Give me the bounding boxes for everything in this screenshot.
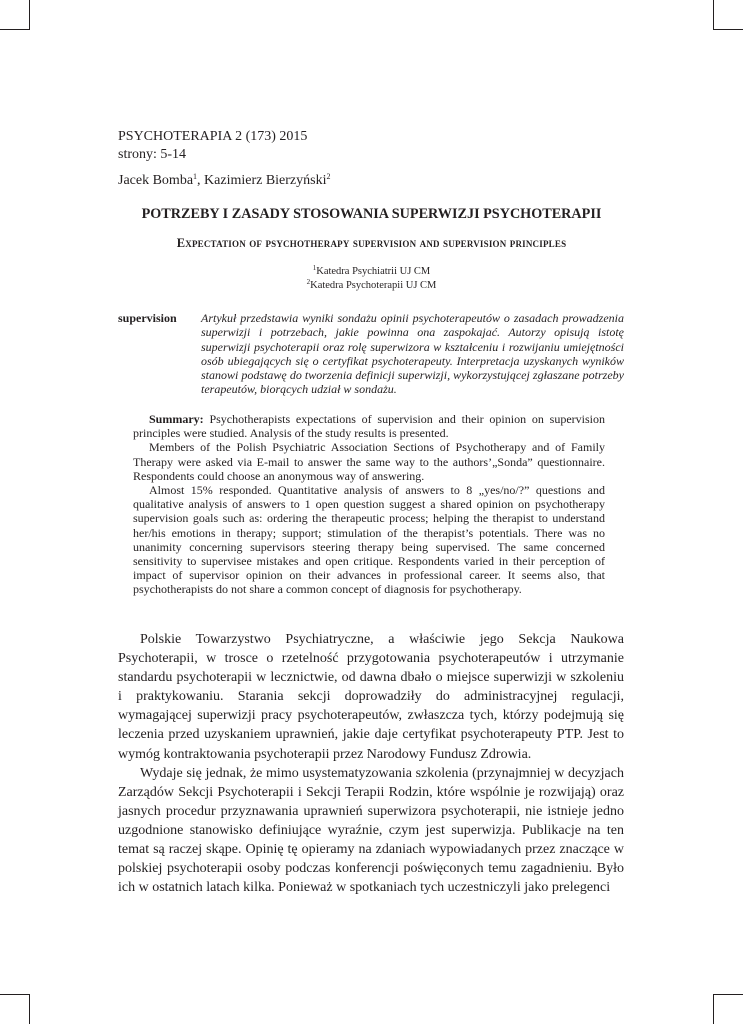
- author-name: Kazimierz Bierzyński: [204, 173, 327, 188]
- page-range: strony: 5-14: [118, 147, 187, 162]
- crop-mark-top-right-h: [713, 29, 743, 30]
- abstract-polish: Artykuł przedstawia wyniki sondażu opinii psychoterapeutów o zasadach prowadzenia superwizji i potrzebach, jakie powinna ona zaspokajać. Autorzy opisują istotę superwizji psychoterapii oraz rolę superwizora w kształceniu i rozwijaniu umiejętności osób ubiegających się o certyfikat psychoterapeuty. Interpretacja uzyskanych wyników stanowi podstawę do tworzenia definicji superwizji, wykorzystującej zgłaszane potrzeby terapeutów, biorących udział w sondażu.: [201, 311, 624, 397]
- affiliation: [0, 264, 743, 277]
- author-name: Jacek Bomba: [118, 173, 194, 188]
- author-separator: ,: [197, 173, 205, 188]
- summary-paragraph: Members of the Polish Psychiatric Association Sections of Psychotherapy and of Family Therapy were asked via E-mail to answer the same way to the authors’„Sonda” questionnaire. Respondents could choose an anonymous way of answering.: [133, 440, 605, 483]
- journal-header: [118, 128, 307, 164]
- summary-text: Psychotherapists expectations of supervision and their opinion on supervision principles were studied. Analysis of the study results is presented.: [133, 412, 605, 441]
- affiliation: [0, 278, 743, 291]
- crop-mark-bottom-left: [29, 994, 30, 1024]
- summary-label: Summary:: [149, 412, 204, 426]
- summary-paragraph: [133, 412, 605, 440]
- summary-abstract: [133, 412, 605, 597]
- article-subtitle: Expectation of psychotherapy supervision and supervision principles: [176, 236, 567, 250]
- author-affiliation-ref: 2: [326, 172, 331, 181]
- body-paragraph: Wydaje się jednak, że mimo usystematyzowania szkolenia (przynajmniej w decyzjach Zarządów Sekcji Psychoterapii i Sekcji Terapii Rodzin, które wspólnie je rozwijają) oraz jasnych procedur przyznawania uprawnień superwizora psychoterapii, nie istnieje jedno uzgodnione stanowisko definiujące wyraźnie, czym jest superwizja. Publikacje na ten temat są raczej skąpe. Opinię tę opieramy na zdaniach wypowiadanych przez znaczące w polskiej psychoterapii osoby podczas konferencji poświęconych temu zagadnieniu. Było ich w ostatnich latach kilka. Ponieważ w spotkaniach tych uczestniczyli jako prelegenci: [118, 765, 624, 896]
- affiliation-number: 2: [306, 278, 311, 286]
- article-title: POTRZEBY I ZASADY STOSOWANIA SUPERWIZJI PSYCHOTERAPII: [141, 206, 602, 222]
- journal-title: PSYCHOTERAPIA 2 (173) 2015: [118, 129, 308, 144]
- summary-paragraph: Almost 15% responded. Quantitative analysis of answers to 8 „yes/no/?” questions and qualitative analysis of answers to 1 open question suggest a shared opinion on psychotherapy supervision goals such as: ordering the therapeutic process; helping the therapist to understand her/his emotions in therapy; support; stimulation of the therapist’s potentials. There was no unanimity concerning supervisors steering therapy being supervised. The same concerned sensitivity to supervisee mistakes and open critique. Respondents varied in their perception of impact of supervisor opinion on their advances in professional career. It seems also, that psychotherapists do not share a common concept of diagnosis for psychotherapy.: [133, 483, 605, 597]
- affiliation-number: 1: [312, 264, 317, 272]
- affiliation-name: Katedra Psychiatrii UJ CM: [316, 266, 431, 277]
- crop-mark-top-right: [713, 0, 714, 30]
- keyword: supervision: [118, 311, 177, 325]
- affiliation-name: Katedra Psychoterapii UJ CM: [310, 280, 437, 291]
- crop-mark-bottom-right-h: [713, 994, 743, 995]
- article-body: [118, 630, 624, 897]
- author-affiliation-ref: 1: [193, 172, 198, 181]
- crop-mark-bottom-left-h: [0, 994, 30, 995]
- author-line: [118, 172, 330, 189]
- crop-mark-top-left: [29, 0, 30, 30]
- crop-mark-top-left-h: [0, 29, 30, 30]
- crop-mark-bottom-right: [713, 994, 714, 1024]
- body-paragraph: Polskie Towarzystwo Psychiatryczne, a właściwie jego Sekcja Naukowa Psychoterapii, w trosce o rzetelność przygotowania psychoterapeutów i utrzymanie standardu psychoterapii w lecznictwie, od dawna dbało o miejsce superwizji w szkoleniu i praktykowaniu. Starania sekcji doprowadziły do administracyjnej regulacji, wymagającej superwizji pracy psychoterapeutów, zwłaszcza tych, którzy podejmują się leczenia przed uzyskaniem uprawnień, jakie daje certyfikat psychoterapeuty PTP. Jest to wymóg kontraktowania psychoterapii przez Narodowy Fundusz Zdrowia.: [118, 632, 624, 762]
